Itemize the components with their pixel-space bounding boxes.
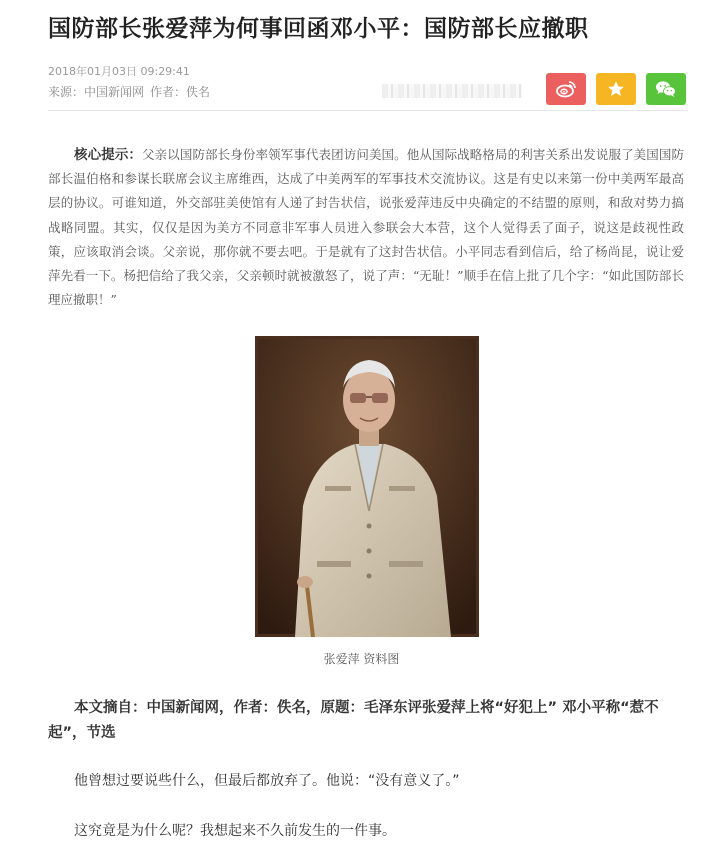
publish-datetime: 2018年01月03日 09:29:41 bbox=[48, 65, 190, 78]
share-wechat-button[interactable] bbox=[646, 73, 686, 105]
portrait-photo bbox=[255, 336, 479, 637]
body-paragraph: 这究竟是为什么呢？我想起来不久前发生的一件事。 bbox=[74, 823, 396, 839]
core-summary bbox=[48, 143, 684, 312]
photo-caption: 张爱萍 资料图 bbox=[323, 652, 400, 666]
article-meta bbox=[48, 83, 216, 100]
excerpt-source: 本文摘自：中国新闻网，作者：佚名，原题：毛泽东评张爱萍上将“好犯上” 邓小平称“惹不起”，节选 bbox=[48, 700, 659, 741]
wechat-icon bbox=[655, 80, 677, 98]
article-title: 国防部长张爱萍为何事回函邓小平：国防部长应撤职 bbox=[48, 16, 589, 42]
header-divider bbox=[48, 110, 688, 111]
star-icon bbox=[607, 80, 625, 98]
summary-label: 核心提示： bbox=[74, 147, 143, 163]
body-paragraph: 他曾想过要说些什么，但最后都放弃了。他说：“没有意义了。” bbox=[74, 773, 460, 789]
share-weibo-button[interactable] bbox=[546, 73, 586, 105]
summary-text: 父亲以国防部长身份率领军事代表团访问美国。他从国际战略格局的利害关系出发说服了美国国防部长温伯格和参谋长联席会议主席维西，达成了中美两军的军事技术交流协议。这是有史以来第一份中美两军最高层的协议。可谁知道，外交部驻美使馆有人递了封告状信，说张爱萍违反中央确定的不结盟的原则，和敌对势力搞战略同盟。其实，仅仅是因为美方不同意非军事人员进入参联会大本营，这个人觉得丢了面子，说这是歧视性政策，应该取消会谈。父亲说，那你就不要去吧。于是就有了这封告状信。小平同志看到信后，给了杨尚昆，说让爱萍先看一下。杨把信给了我父亲，父亲顿时就被激怒了，说了声：“无耻！”顺手在信上批了几个字：“如此国防部长理应撤职！” bbox=[48, 147, 684, 308]
favorite-button[interactable] bbox=[596, 73, 636, 105]
blurred-strip bbox=[382, 84, 522, 98]
article-source: 来源：中国新闻网 bbox=[48, 85, 145, 99]
article-author: 作者：佚名 bbox=[150, 85, 211, 99]
weibo-icon bbox=[556, 80, 576, 98]
